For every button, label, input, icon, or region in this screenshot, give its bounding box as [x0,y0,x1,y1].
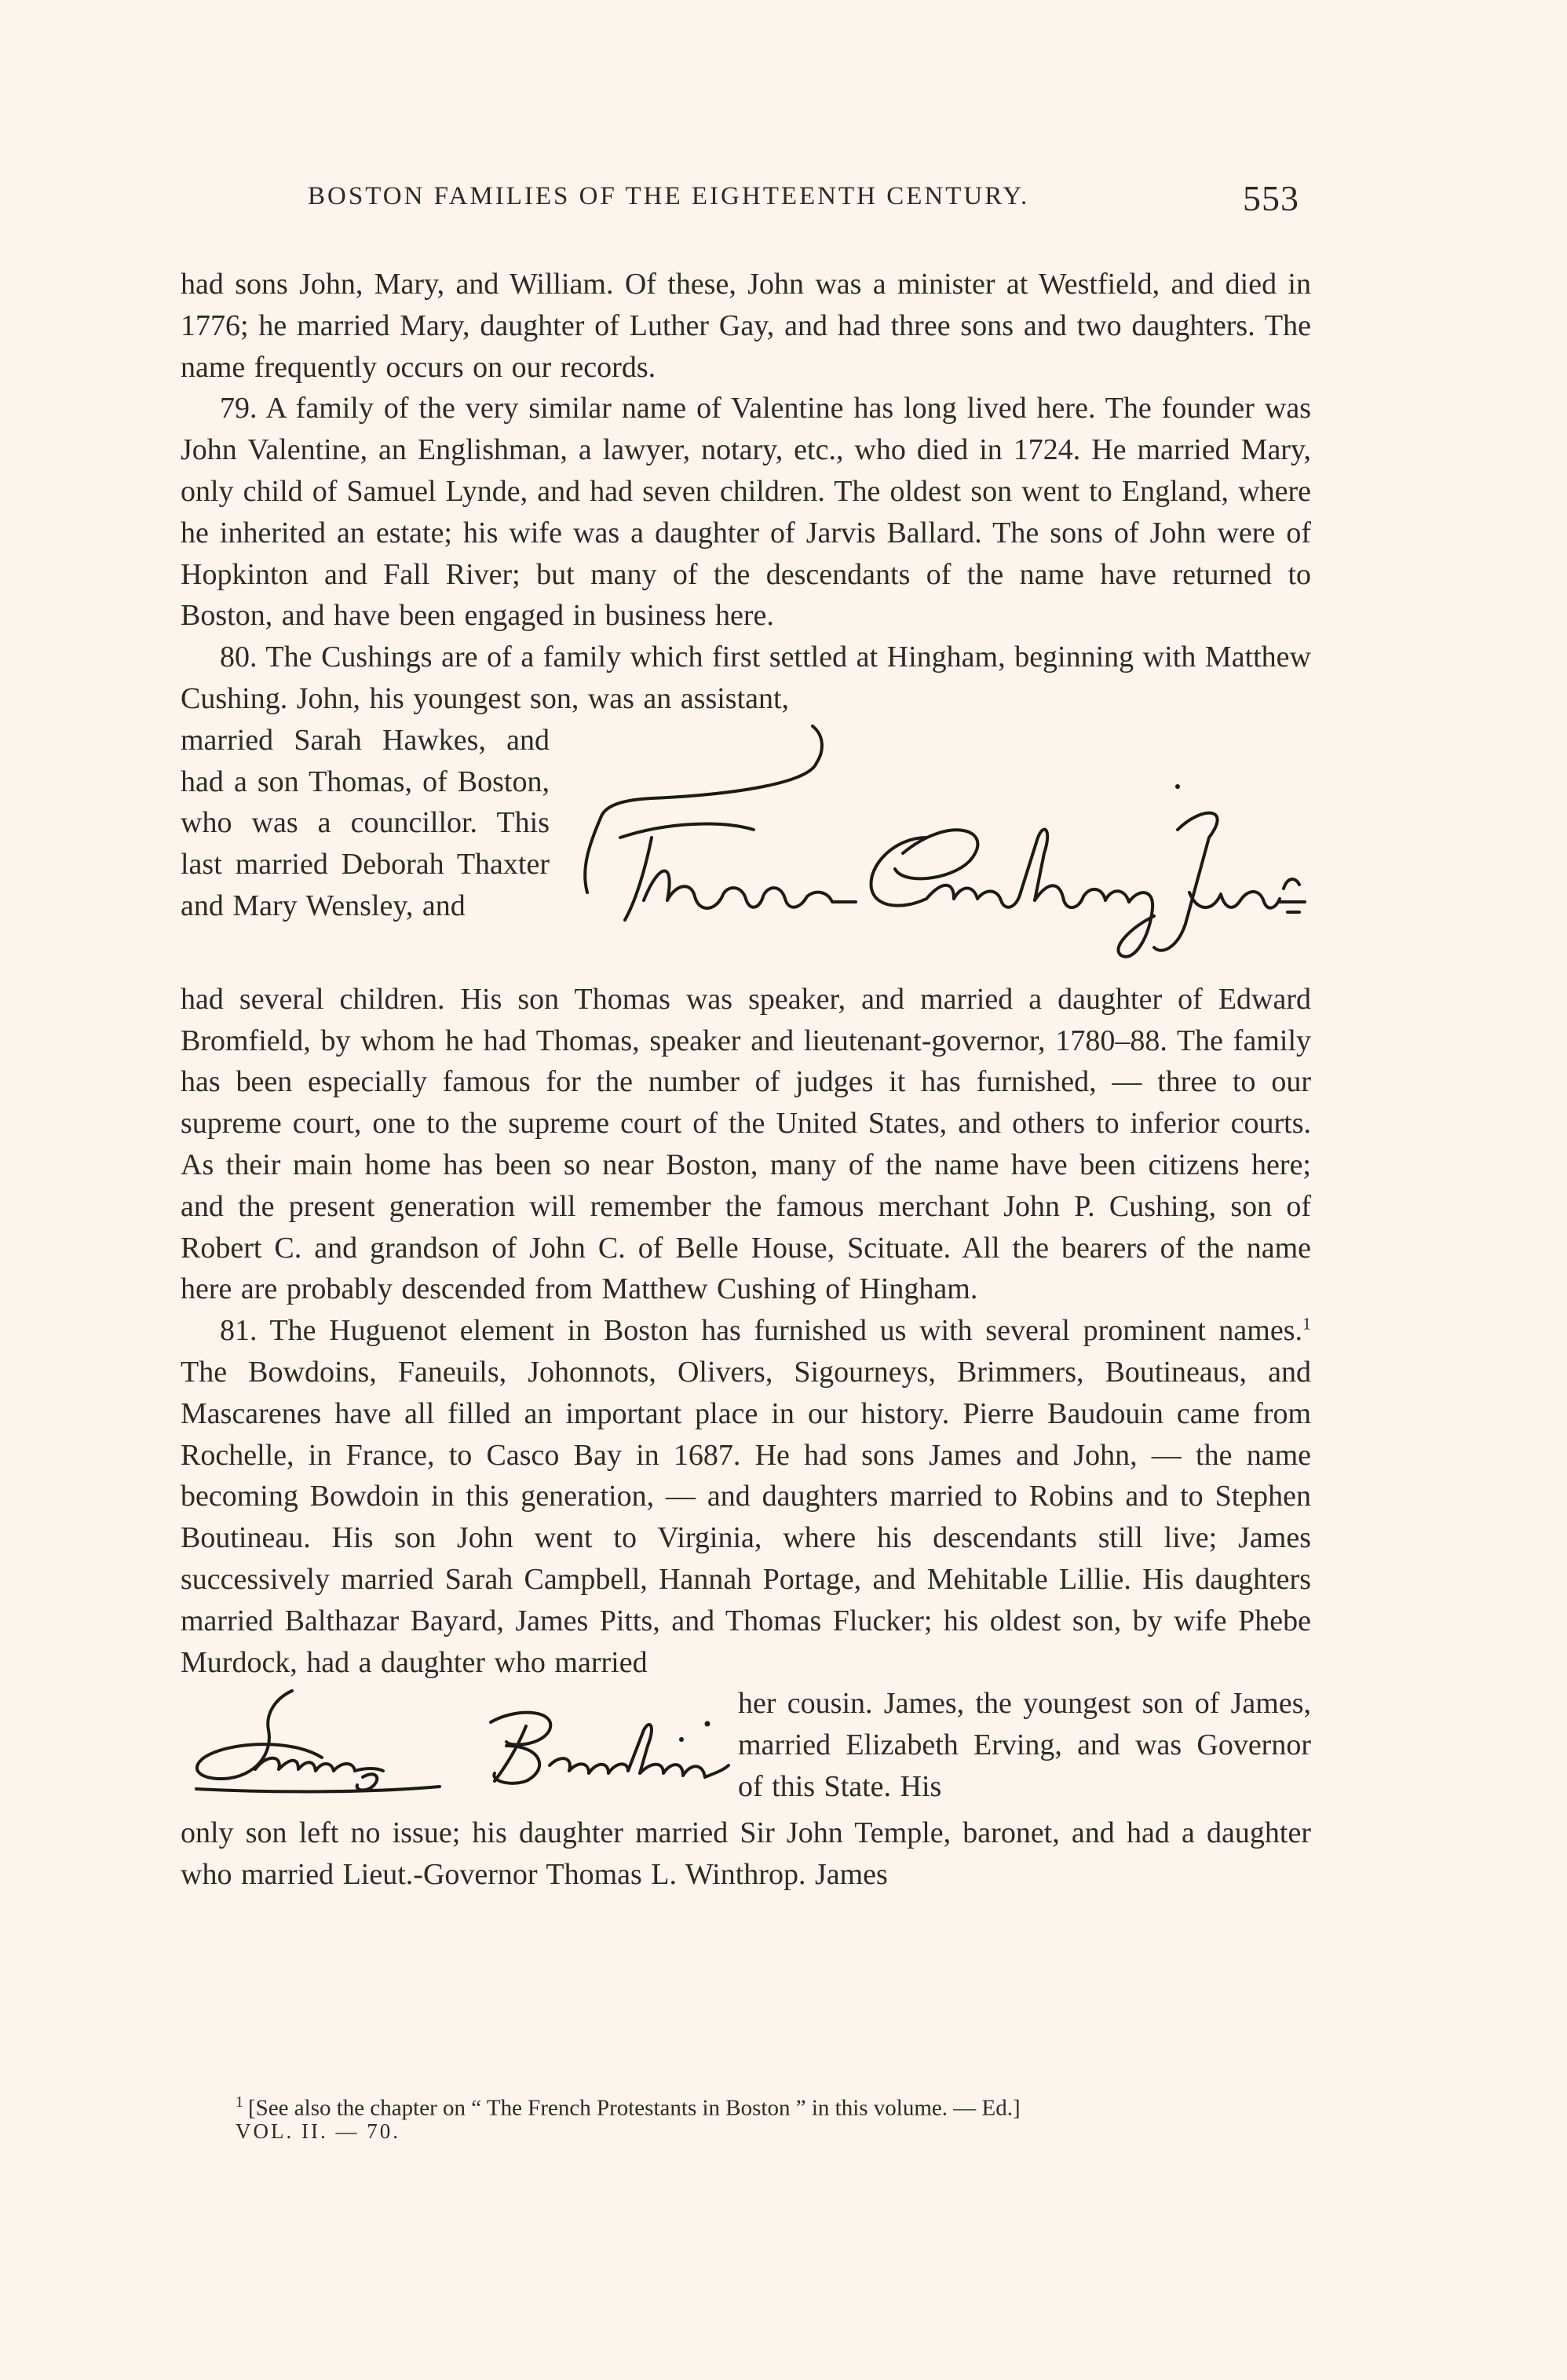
bowdoin-signature-image [181,1683,730,1812]
paragraph-79: 79. A family of the very similar name of Valentine has long lived here. The founder was John Valentine, an Englishman, a lawyer, notary, etc., who died in 1724. He married Mary, only child of Samuel Lynde, and had seven children. The oldest son went to England, where he inherited an estate; his wife was a daughter of Jarvis Ballard. The sons of John were of Hopkinton and Fall River; but many of the descendants of the name have returned to Boston, and have been engaged in business here. [181,392,1311,633]
running-title: BOSTON FAMILIES OF THE EIGHTEENTH CENTURY. [308,182,1030,210]
page-header [0,177,1567,232]
volume-signature-mark: VOL. II. — 70. [236,2119,400,2143]
paragraph-continuation: had sons John, Mary, and William. Of these, John was a minister at Westfield, and died in 1776; he married Mary, daughter of Luther Gay, and had three sons and two daughters. The name frequently occurs on our records. [181,268,1311,384]
paragraph-81-opening: 81. The Huguenot element in Boston has furnished us with several prominent names. [220,1314,1302,1348]
paragraph-81-body: The Bowdoins, Faneuils, Johonnots, Olivers, Sigourneys, Brimmers, Boutineaus, and Mascarenes have all filled an important place in our history. Pierre Baudouin came from Rochelle, in France, to Casco Bay in 1687. He had sons James and John, — the name becoming Bowdoin in this generation, — and daughters married to Robins and to Stephen Boutineau. His son John went to Virginia, where his descendants still live; James successively married Sarah Campbell, Hannah Portage, and Mehitable Lillie. His daughters married Balthazar Bayard, James Pitts, and Thomas Flucker; his oldest son, by wife Phebe Murdock, had a daughter who married [181,1355,1311,1679]
paragraph-80-beside-signature: married Sarah Hawkes, and had a son Thomas, of Boston, who was a councillor. This last married Deborah Thaxter and Mary Wensley, and [181,723,550,922]
paragraph-80-intro: 80. The Cushings are of a family which first settled at Hingham, beginning with Matthew Cushing. John, his youngest son, was an assistant, [181,641,1311,715]
paragraph-81-continued: only son left no issue; his daughter married Sir John Temple, baronet, and had a daughter who married Lieut.-Governor Thomas L. Winthrop. James [181,1816,1311,1892]
paragraph-81 [181,1310,1311,1683]
footnote [236,2086,1319,2124]
paragraph-80-continued: had several children. His son Thomas was speaker, and married a daughter of Edward Bromfield, by whom he had Thomas, speaker and lieutenant-governor, 1780–88. The family has been especially famous for the number of judges it has furnished, — three to our supreme court, one to the supreme court of the United States, and others to inferior courts. As their main home has been so near Boston, many of the name have been citizens here; and the present generation will remember the famous merchant John P. Cushing, son of Robert C. and grandson of John C. of Belle House, Scituate. All the bearers of the name here are probably descended from Matthew Cushing of Hingham. [181,982,1311,1306]
bowdoin-signature [181,1683,730,1812]
footnote-reference: 1 [1302,1313,1311,1334]
footnote-text: [See also the chapter on “ The French Protestants in Boston ” in this volume. — Ed.] [248,2095,1021,2121]
cushing-signature [557,720,1311,979]
cushing-signature-image [557,720,1311,979]
footnote-marker: 1 [236,2093,243,2111]
page-number: 553 [1243,178,1299,218]
body-text [181,264,1311,1896]
paragraph-81-beside-signature: her cousin. James, the youngest son of James, married Elizabeth Erving, and was Governor of this State. His [738,1687,1311,1803]
